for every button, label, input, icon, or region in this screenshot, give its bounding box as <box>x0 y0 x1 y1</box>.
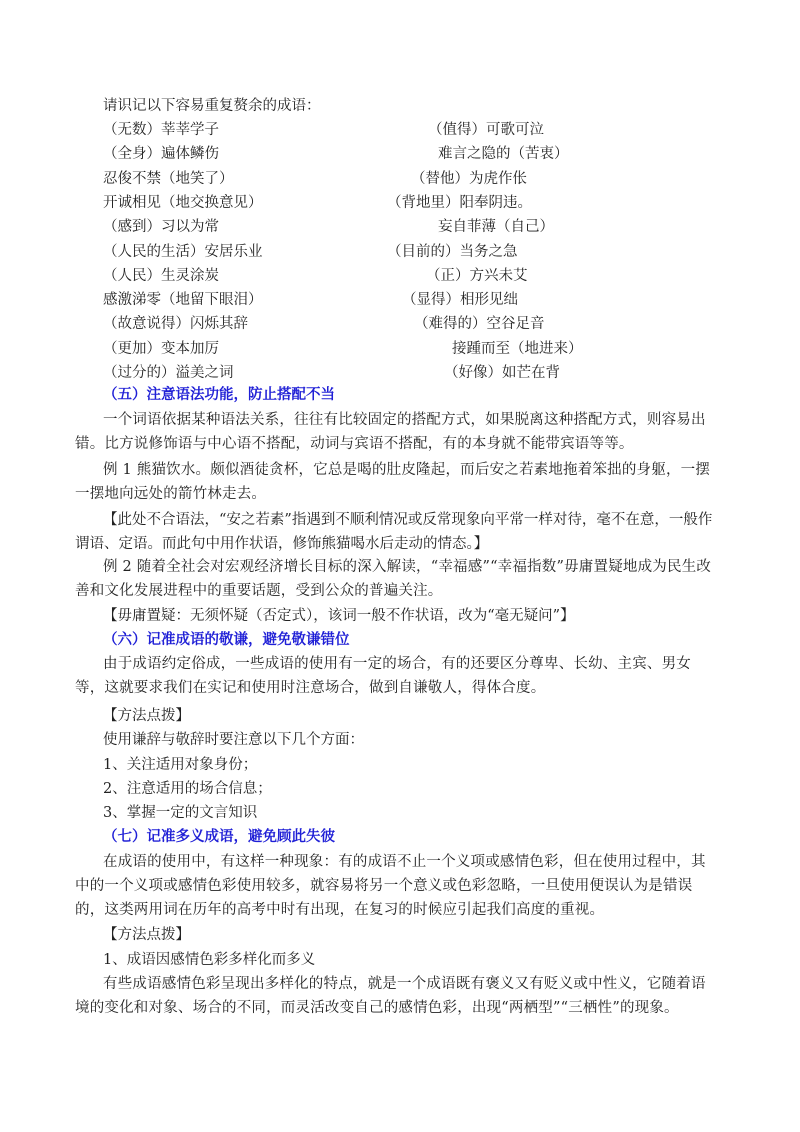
idiom-left: （无数）莘莘学子 <box>103 122 219 138</box>
idiom-left: 开诚相见（地交换意见） <box>103 194 263 211</box>
idiom-right: 接踵而至（地进来） <box>452 340 583 357</box>
section5-note2: 【毋庸置疑：无须怀疑（否定式），该词一般不作状语，改为“毫无疑问”】 <box>103 608 575 624</box>
idiom-left: （感到）习以为常 <box>103 219 219 236</box>
section6-item-3: 3、掌握一定的文言知识 <box>103 805 258 821</box>
idiom-left: （人民的生活）安居乐业 <box>103 243 263 260</box>
section7-paragraph-2: 有些成语感情色彩呈现出多样化的特点，就是一个成语既有褒义又有贬义或中性义，它随着语境的变化和对象、场合的不同，而灵活改变自己的感情色彩，出现“两栖型”“三栖性”的现象。 <box>75 976 706 1016</box>
section7-paragraph: 在成语的使用中，有这样一种现象：有的成语不止一个义项或感情色彩，但在使用过程中，其中的一个义项或感情色彩使用较多，就容易将另一个意义或色彩忽略，一旦使用便误认为是错误的，这类两用词在历年的高考中时有出现，在复习的时候应引起我们高度的重视。 <box>75 854 706 918</box>
section5-example2: 例 2 随着全社会对宏观经济增长目标的深入解读，“幸福感”“幸福指数”毋庸置疑地成为民生改善和文化发展进程中的重要话题，受到公众的普遍关注。 <box>75 559 712 599</box>
section5-note1: 【此处不合语法，“安之若素”指遇到不顺利情况或反常现象向平常一样对待，毫不在意，一般作谓语、定语。而此句中用作状语，修饰熊猫喝水后走动的情态。】 <box>75 512 713 552</box>
idiom-right: （好像）如芒在背 <box>444 365 560 381</box>
section6-intro: 使用谦辞与敬辞时要注意以下几个方面： <box>103 732 364 748</box>
idiom-right: （替他）为虎作伥 <box>411 170 527 187</box>
idiom-right: （正）方兴未艾 <box>426 267 528 284</box>
section7-title: （七）记准多义成语，避免顾此失彼 <box>103 829 335 845</box>
section5-example1: 例 1 熊猫饮水。颇似酒徒贪杯，它总是喝的肚皮隆起，而后安之若素地拖着笨拙的身躯，一摆一摆地向远处的箭竹林走去。 <box>75 462 711 502</box>
intro-text: 请识记以下容易重复赘余的成语： <box>103 98 321 114</box>
idiom-left: （故意说得）闪烁其辞 <box>103 316 248 333</box>
idiom-left: 感激涕零（地留下眼泪） <box>103 292 263 309</box>
idiom-right: 妄自菲薄（自己） <box>438 219 554 236</box>
section5-title: （五）注意语法功能，防止搭配不当 <box>103 387 335 403</box>
section7-subheading: 1、成语因感情色彩多样化而多义 <box>103 952 316 968</box>
section5-p1: 一个词语依据某种语法关系，往往有比较固定的搭配方式，如果脱离这种搭配方式，则容易出错。比方说修饰语与中心语不搭配，动词与宾语不搭配，有的本身就不能带宾语等等。 <box>75 412 706 452</box>
idiom-right: （目前的）当务之急 <box>387 243 518 260</box>
section5-paragraph <box>75 408 715 456</box>
idiom-left: （人民）生灵涂炭 <box>103 267 219 284</box>
section7-method-label: 【方法点拨】 <box>103 927 190 943</box>
idiom-right: 难言之隐的（苦衷） <box>438 146 569 163</box>
section6-title: （六）记准成语的敬谦，避免敬谦错位 <box>103 632 350 648</box>
section6-item-2: 2、注意适用的场合信息； <box>103 781 272 797</box>
idiom-left: （更加）变本加厉 <box>103 340 219 357</box>
idiom-left: （全身）遍体鳞伤 <box>103 146 219 163</box>
idiom-right: （背地里）阳奉阴违。 <box>387 194 532 211</box>
idiom-right: （值得）可歌可泣 <box>428 122 544 138</box>
idiom-right: （显得）相形见绌 <box>402 292 518 309</box>
idiom-right: （难得的）空谷足音 <box>414 316 545 333</box>
idiom-left: 忍俊不禁（地笑了） <box>103 170 234 187</box>
section6-paragraph: 由于成语约定俗成，一些成语的使用有一定的场合，有的还要区分尊卑、长幼、主宾、男女等，这就要求我们在实记和使用时注意场合，做到自谦敬人，得体合度。 <box>75 656 691 696</box>
idiom-left: （过分的）溢美之词 <box>103 365 234 381</box>
section6-method-label: 【方法点拨】 <box>103 708 190 724</box>
section6-item-1: 1、关注适用对象身份； <box>103 757 258 773</box>
